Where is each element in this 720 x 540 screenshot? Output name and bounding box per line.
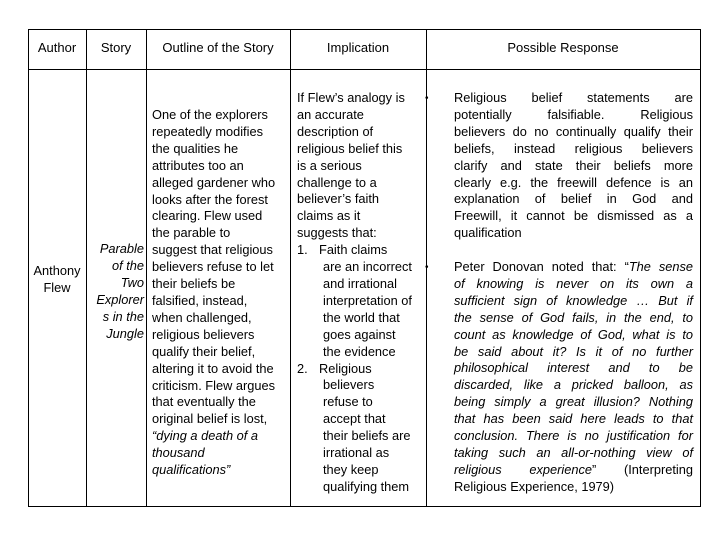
response-line <box>454 360 693 377</box>
point-line: accept that <box>323 411 386 427</box>
quote-text: be said about it? Is it of no further <box>454 343 693 359</box>
outline-line: attributes too an <box>152 157 244 173</box>
author-line: Anthony <box>33 263 81 278</box>
bullet-icon: • <box>425 93 429 104</box>
point-line: and irrational <box>323 275 397 291</box>
header-bottom-border <box>28 69 701 70</box>
implication-line: challenge to a <box>297 174 377 190</box>
table-top-border <box>28 29 701 30</box>
point-line: goes against <box>323 326 396 342</box>
quote-text: religious experience <box>454 461 592 477</box>
response-line <box>454 445 693 462</box>
quote-text: discarded, like a pricked balloon, as <box>454 377 693 393</box>
implication-cell <box>297 90 425 496</box>
story-line: s in the <box>102 308 144 324</box>
outline-line: criticism. Flew argues <box>152 377 276 393</box>
outline-line: alleged gardener who <box>152 174 276 190</box>
outline-line: religious believers <box>152 326 255 342</box>
point-number: 1. <box>297 242 308 258</box>
point-line: Faith claims <box>319 242 388 258</box>
response-line: beliefs, instead religious believers <box>454 140 693 156</box>
quote-text: of knowing is never on its own a <box>454 275 693 291</box>
outline-line: clearing. Flew used <box>152 208 263 224</box>
response-line: Religious Experience, 1979) <box>454 478 615 494</box>
point-line: their beliefs are <box>323 428 411 444</box>
implication-line: an accurate <box>297 106 364 122</box>
header-implication: Implication <box>326 40 390 55</box>
outline-line: repeatedly modifies <box>152 123 263 139</box>
point-line: Religious <box>319 360 372 376</box>
response-line <box>454 310 693 327</box>
quote-text: that has been said here leads to that <box>454 411 693 427</box>
quote-text: the sense of God fails, in the end, to <box>454 309 693 325</box>
response-line <box>454 327 693 344</box>
implication-line: description of <box>297 123 374 139</box>
outline-line: looks after the forest <box>152 191 268 207</box>
quote-text: The sense <box>628 259 694 274</box>
response-line <box>454 276 693 293</box>
outline-line: when challenged, <box>152 309 252 325</box>
response-line <box>454 377 693 394</box>
quote-text: count as knowledge of God, what is to <box>454 326 693 342</box>
col-border-1 <box>86 29 87 506</box>
response-line <box>454 259 693 276</box>
response-line <box>454 293 693 310</box>
header-author: Author <box>37 40 77 55</box>
story-line: Parable <box>99 241 144 256</box>
response-line: explanation of belief in God and <box>454 191 693 207</box>
outline-line: suggest that religious <box>152 242 273 258</box>
point-line: refuse to <box>323 394 373 410</box>
outline-line: thousand <box>152 445 205 461</box>
outline-line: qualifications” <box>152 462 231 478</box>
implication-line: suggests that: <box>297 225 377 241</box>
col-border-3 <box>290 29 291 506</box>
story-line: Explorer <box>96 291 144 307</box>
point-line: interpretation of <box>323 292 412 308</box>
header-outline: Outline of the Story <box>162 40 274 55</box>
outline-line: their beliefs be <box>152 276 236 292</box>
outline-cell <box>152 107 289 479</box>
response-line <box>454 344 693 361</box>
story-line: Two <box>120 274 144 290</box>
implication-line: claims as it <box>297 208 361 224</box>
author-line: Flew <box>43 279 71 295</box>
author-cell <box>28 263 86 297</box>
story-line: Jungle <box>106 325 144 341</box>
response-line <box>454 462 693 479</box>
response-line <box>454 428 693 445</box>
outline-line: qualify their belief, <box>152 343 256 359</box>
story-line: of the <box>111 257 144 273</box>
outline-line: believers refuse to let <box>152 259 274 275</box>
outline-line: “dying a death of a <box>152 428 259 444</box>
point-line: qualifying them <box>323 478 410 494</box>
response-line: clearly e.g. the freewill defence is an <box>454 174 693 190</box>
implication-line: believer’s faith <box>297 191 380 207</box>
point-line: they keep <box>323 461 379 477</box>
outline-line: that eventually the <box>152 394 256 410</box>
col-border-5 <box>700 29 701 506</box>
quote-text: being simply a great illusion? Nothing <box>454 394 693 410</box>
response-line: potentially falsifiable. Religious <box>454 106 693 122</box>
quote-intro: Peter Donovan noted that: “ <box>454 259 629 274</box>
citation-text: ” (Interpreting <box>592 461 693 477</box>
outline-line: One of the explorers <box>152 107 268 122</box>
quote-text: conclusion. There is no justification for <box>454 428 693 444</box>
outline-line: altering it to avoid the <box>152 360 274 376</box>
response-2-cell <box>454 259 693 496</box>
response-line: clarify and state their beliefs more <box>454 157 693 173</box>
implication-line: If Flew’s analogy is <box>297 90 405 105</box>
response-line: Religious belief statements are <box>454 90 693 105</box>
response-line: Freewill, it cannot be dismissed as a <box>454 208 693 224</box>
outline-line: the parable to <box>152 225 231 241</box>
outline-line: original belief is lost, <box>152 411 268 427</box>
quote-text: taking such an all-or-nothing view of <box>454 444 693 460</box>
bullet-icon: • <box>425 262 429 273</box>
outline-line: falsified, instead, <box>152 292 248 308</box>
col-border-2 <box>146 29 147 506</box>
response-line <box>454 394 693 411</box>
point-line: irrational as <box>323 445 390 461</box>
point-line: believers <box>323 377 375 393</box>
story-cell <box>90 241 144 342</box>
point-line: are an incorrect <box>323 259 412 275</box>
implication-line: religious belief this <box>297 140 403 156</box>
response-1-cell <box>454 90 693 242</box>
point-number: 2. <box>297 360 308 376</box>
point-line: the world that <box>323 309 400 325</box>
response-line: qualification <box>454 225 522 241</box>
header-story: Story <box>100 40 132 55</box>
point-line: the evidence <box>323 343 396 359</box>
outline-line: the qualities he <box>152 140 239 156</box>
response-line <box>454 411 693 428</box>
implication-point-1 <box>297 242 425 360</box>
quote-text: sufficient sign of knowledge … But if <box>454 292 693 308</box>
quote-text: philosophical interest and to be <box>454 360 693 376</box>
implication-point-2 <box>297 361 425 496</box>
implication-line: is a serious <box>297 157 362 173</box>
header-response: Possible Response <box>507 40 619 55</box>
response-line: believers do no continually qualify their <box>454 123 693 139</box>
table-bottom-border <box>28 506 701 507</box>
